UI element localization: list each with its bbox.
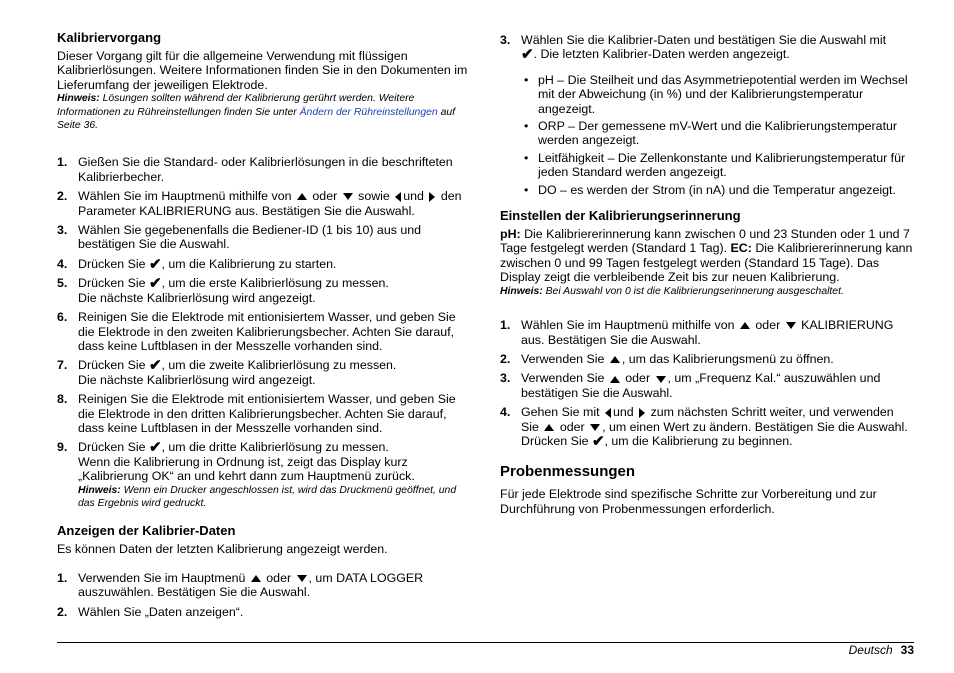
note-tail: auf Seite 36. [57,106,456,132]
page-footer [849,643,914,657]
up-arrow-icon [610,376,620,383]
ruehreinstellungen-link[interactable]: Ändern der Rühreinstellungen [299,106,438,118]
down-arrow-icon [297,575,307,582]
step-1: 1. Gießen Sie die Standard- oder Kalibrierlösungen in die beschrifteten Kalibrierbecher. [57,155,453,184]
kalibriervorgang-intro: Dieser Vorgang gilt für die allgemeine Verwendung mit flüssigen Kalibrierlösungen. Weitere Informationen finden Sie in den Dokumenten im Lieferumfang der jeweiligen Elektrode. [57,49,468,92]
kalibrier-steps [57,155,471,510]
erinnerung-step-2: 2. Verwenden Sie , um das Kalibrierungsmenü zu öffnen. [500,351,834,366]
step-5: 5. Drücken Sie ✔, um die erste Kalibrierlösung zu messen. Die nächste Kalibrierlösung wird angezeigt. [57,275,389,305]
anzeigen-steps [57,571,471,619]
step-2: 2. Wählen Sie im Hauptmenü mithilfe von oder sowie und den Parameter KALIBRIERUNG aus. Bestätigen Sie die Auswahl. [57,189,462,218]
checkmark-icon: ✔ [591,432,605,450]
anzeigen-bullets [521,73,914,197]
step-8: 8. Reinigen Sie die Elektrode mit entionisiertem Wasser, und geben Sie die Elektrode in den dritten Kalibrierungsbecher. Achten Sie darauf, dass keine Luftblasen in der Messzelle vorhanden sind. [57,392,456,435]
right-column [500,33,914,516]
erinnerung-step-3: 3. Verwenden Sie oder , um „Frequenz Kal.“ auszuwählen und bestätigen Sie die Auswahl. [500,371,881,400]
step-9: 9. Drücken Sie ✔, um die dritte Kalibrierlösung zu messen. Wenn die Kalibrierung in Ordnung ist, zeigt das Display kurz „Kalibrierung OK“ an und kehrt dann zum Hauptmenü zurück. Hinweis: Wenn ein Drucker angeschlossen ist, wird das Druckmenü geöffnet, und das Ergebnis wird gedruckt. [57,440,471,510]
up-arrow-icon [610,356,620,363]
anzeigen-intro: Es können Daten der letzten Kalibrierung angezeigt werden. [57,542,388,557]
up-arrow-icon [740,322,750,329]
section-title-kalibriervorgang: Kalibriervorgang [57,30,162,45]
anzeigen-step-1: 1. Verwenden Sie im Hauptmenü oder , um DATA LOGGER auszuwählen. Bestätigen Sie die Auswahl. [57,570,424,600]
erinnerung-steps [500,318,914,448]
right-arrow-icon [429,192,435,202]
footer-language: Deutsch [848,643,893,657]
checkmark-icon: ✔ [148,357,162,375]
checkmark-icon: ✔ [148,275,162,293]
page-number: 33 [900,643,914,657]
anzeigen-step-2: 2. Wählen Sie „Daten anzeigen“. [57,604,244,619]
note-text: Lösungen sollten während der Kalibrierung gerührt werden. Weitere Informationen zu Rühreinstellungen finden Sie unter [57,93,415,118]
bullet-ph: • pH – Die Steilheit und das Asymmetriepotential werden im Wechsel mit der Abweichung (in %) und der Kalibrierungstemperatur angezeigt. [521,73,914,116]
bullet-do: • DO – es werden der Strom (in nA) und die Temperatur angezeigt. [521,183,914,197]
up-arrow-icon [297,193,307,200]
down-arrow-icon [786,322,796,329]
kalibriervorgang-note [57,92,471,132]
left-arrow-icon [605,408,611,418]
up-arrow-icon [544,424,554,431]
down-arrow-icon [343,193,353,200]
erinnerung-text: pH: Die Kalibriererinnerung kann zwischen 0 und 23 Stunden oder 1 und 7 Tage festgelegt werden (Standard 1 Tag). EC: Die Kalibriererinnerung kann zwischen 0 und 99 Tagen festgelegt werden (Standard 15 Tage). Das Display zeigt die verbleibende Zeit bis zur neuen Kalibrierung. [500,227,913,285]
erinnerung-step-4: 4. Gehen Sie mit und zum nächsten Schritt weiter, und verwenden Sie oder , um einen Wert zu ändern. Bestätigen Sie die Auswahl. Drücken Sie ✔, um die Kalibrierung zu beginnen. [500,405,908,450]
down-arrow-icon [590,424,600,431]
checkmark-icon: ✔ [148,439,162,457]
checkmark-icon: ✔ [521,46,534,64]
checkmark-icon: ✔ [148,255,162,273]
erinnerung-step-1: 1. Wählen Sie im Hauptmenü mithilfe von oder KALIBRIERUNG aus. Bestätigen Sie die Auswahl. [500,318,894,347]
step-3: 3. Wählen Sie gegebenenfalls die Bediener-ID (1 bis 10) aus und bestätigen Sie die Auswahl. [57,223,422,252]
bullet-orp: • ORP – Der gemessene mV-Wert und die Kalibrierungstemperatur werden angezeigt. [521,119,914,148]
step-7: 7. Drücken Sie ✔, um die zweite Kalibrierlösung zu messen. Die nächste Kalibrierlösung wird angezeigt. [57,357,397,387]
step-9-note: Hinweis: Wenn ein Drucker angeschlossen ist, wird das Druckmenü geöffnet, und das Ergebnis wird gedruckt. [78,484,457,509]
right-arrow-icon [639,408,645,418]
section-title-erinnerung: Einstellen der Kalibrierungserinnerung [500,208,741,224]
step-6: 6. Reinigen Sie die Elektrode mit entionisiertem Wasser, und geben Sie die Elektrode in den zweiten Kalibrierungsbecher. Achten Sie darauf, dass keine Luftblasen in der Messzelle vorhanden sind. [57,310,456,353]
erinnerung-note: Hinweis: Bei Auswahl von 0 ist die Kalibrierungserinnerung ausgeschaltet. [500,285,844,297]
section-title-probenmessungen: Probenmessungen [500,463,636,481]
anzeigen-step-3: 3. Wählen Sie die Kalibrier-Daten und bestätigen Sie die Auswahl mit ✔. Die letzten Kalibrier-Daten werden angezeigt. [500,33,887,64]
step-4: 4. Drücken Sie ✔, um die Kalibrierung zu starten. [57,255,337,273]
probenmessungen-text: Für jede Elektrode sind spezifische Schritte zur Vorbereitung und zur Durchführung von Probenmessungen erforderlich. [500,487,877,516]
left-column [57,30,471,619]
down-arrow-icon [656,376,666,383]
left-arrow-icon [395,192,401,202]
section-title-anzeigen: Anzeigen der Kalibrier-Daten [57,523,236,539]
footer-divider [57,642,914,643]
note-label: Hinweis: [57,93,100,105]
anzeigen-steps-continued [500,33,914,62]
bullet-leitfaehigkeit: • Leitfähigkeit – Die Zellenkonstante und Kalibrierungstemperatur für jeden Standard werden angezeigt. [521,151,914,180]
up-arrow-icon [251,575,261,582]
